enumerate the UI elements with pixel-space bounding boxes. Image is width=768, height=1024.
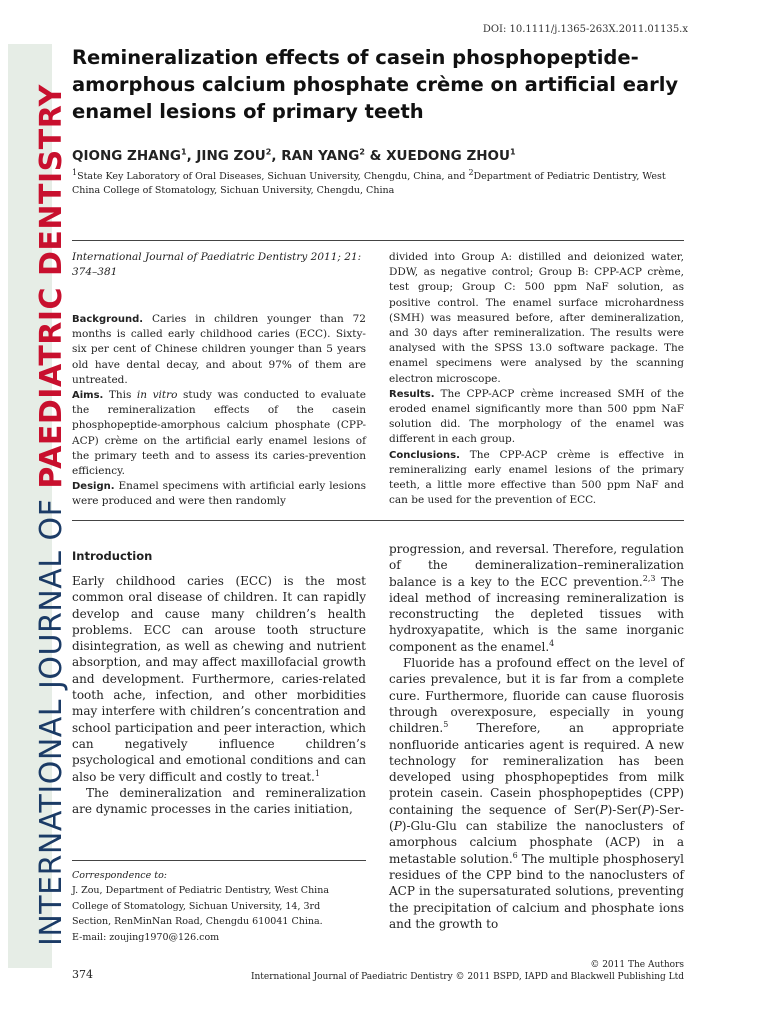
author-sep: , <box>186 148 197 164</box>
introduction-heading: Introduction <box>72 549 153 563</box>
correspondence-line: College of Stomatology, Sichuan University, 14, 3rd <box>72 900 321 912</box>
intro-r2a: Fluoride has a profound effect on the level of caries prevalence, but it is far from a complete cure. Furthermore, fluoride can cause fluorosis through overexposure, especially in young children. <box>389 656 684 736</box>
intro-paragraph-2-cont <box>389 541 684 655</box>
author-2: JING ZOU <box>196 148 266 164</box>
copyright-line-2: International Journal of Paediatric Dentistry © 2011 BSPD, IAPD and Blackwell Publishing Ltd <box>250 972 684 982</box>
copyright-line-1: © 2011 The Authors <box>590 960 684 970</box>
citation: 2,3 <box>642 573 656 583</box>
aims-label: Aims. <box>72 390 104 402</box>
conclusions-text: The CPP-ACP crème is effective in remineralizing early enamel lesions of the primary teeth, a little more effective than 500 ppm NaF and can be used for the prevention of ECC. <box>389 448 684 507</box>
intro-paragraph-3 <box>389 655 684 932</box>
author-4: XUEDONG ZHOU <box>386 148 510 164</box>
design-text: Enamel specimens with artificial early lesions were produced and were then randomly <box>72 480 366 508</box>
intro-p1-text: Early childhood caries (ECC) is the most common oral disease of children. It can rapidly develop and cause many children’s health problems. ECC can arouse tooth structure disintegration, as well as chewing and nutrient absorption, and may affect maxillofacial growth and development. Furthermore, caries-related tooth ache, infection, and other morbidities may interfere with children’s concentration and school participation and peer interaction, which can negatively influence children’s psychological and emotional conditions and can also be very difficult and costly to treat. <box>72 574 366 784</box>
author-1: QIONG ZHANG <box>72 148 181 164</box>
intro-right-column <box>389 541 684 932</box>
design-label: Design. <box>72 481 115 493</box>
intro-r2e: )-Glu-Glu can stabilize the nanoclusters of amorphous calcium phosphate (ACP) in a metastable solution. <box>389 819 684 866</box>
abstract-design <box>72 479 366 509</box>
affil-mark-1: 1 <box>72 167 78 177</box>
page-number: 374 <box>72 968 93 981</box>
author-4-affil: 1 <box>510 147 516 157</box>
affil-text-1: State Key Laboratory of Oral Diseases, Sichuan University, Chengdu, China, and <box>77 171 469 182</box>
article-title: Remineralization effects of casein phosphopeptide-amorphous calcium phosphate crème on artificial early enamel lesions of primary teeth <box>72 46 679 123</box>
background-text: Caries in children younger than 72 months is called early childhood caries (ECC). Sixty-six per cent of Chinese children younger than 5 years old have dental decay, and about 97% of them are untreated. <box>72 313 366 386</box>
author-sep: , <box>271 148 282 164</box>
journal-name-part2: PAEDIATRIC DENTISTRY <box>34 84 69 489</box>
phospho-p: P <box>393 819 402 834</box>
correspondence-line: Section, RenMinNan Road, Chengdu 610041 China. <box>72 916 323 927</box>
citation: 5 <box>443 720 449 730</box>
aims-text: This <box>103 389 137 402</box>
authors <box>72 148 516 164</box>
intro-paragraph-2: The demineralization and remineralization are dynamic processes in the caries initiation, <box>72 785 366 817</box>
design-continued: divided into Group A: distilled and deionized water, DDW, as negative control; Group B: CPP-ACP crème, test group; Group C: 500 ppm NaF solution, as positive control. The enamel surface microhardness (SMH) was measured before, after demineralization, and 30 days after remineralization. The results were analysed with the SPSS 13.0 software package. The enamel specimens were analysed by the scanning electron microscope. <box>389 251 684 385</box>
correspondence-line: J. Zou, Department of Pediatric Dentistry, West China <box>72 885 330 896</box>
citation: 4 <box>549 638 555 648</box>
phospho-p: P <box>642 802 651 817</box>
intro-r2f: The multiple phosphoseryl residues of the CPP bind to the nanoclusters of ACP in the supersaturated solutions, preventing the precipitation of calcium and phosphate ions and the growth to <box>389 851 685 931</box>
intro-r2d: )-Ser-( <box>389 802 684 834</box>
journal-name-part1: INTERNATIONAL JOURNAL OF <box>34 488 69 946</box>
abstract-conclusions <box>389 448 684 509</box>
abstract-top-rule <box>72 240 684 241</box>
intro-left-column <box>72 573 366 817</box>
journal-reference: International Journal of Paediatric Dentistry 2011; 21: 374–381 <box>72 251 362 278</box>
abstract-results <box>389 387 684 448</box>
aims-text-cont: study was conducted to evaluate the remineralization effects of the casein phosphopeptide-amorphous calcium phosphate (CPP-ACP) crème on the artificial early enamel lesions of the primary teeth and to assess its caries-prevention efficiency. <box>72 389 366 478</box>
abstract-right-column <box>389 250 684 508</box>
doi: DOI: 10.1111/j.1365-263X.2011.01135.x <box>482 24 688 35</box>
abstract-background <box>72 312 366 388</box>
correspondence-rule <box>72 860 366 861</box>
phospho-p: P <box>599 802 608 817</box>
intro-r1a: progression, and reversal. Therefore, regulation of the demineralization–remineralization balance is a key to the ECC prevention. <box>389 542 684 589</box>
correspondence-email: E-mail: zoujing1970@126.com <box>72 931 220 943</box>
intro-r2b: Therefore, an appropriate nonfluoride anticaries agent is required. A new technology for remineralization has been developed using phosphopeptides from milk protein casein. Casein phosphopeptides (CPP) containing the sequence of Ser( <box>389 721 684 817</box>
citation: 1 <box>314 768 320 778</box>
abstract-left-column <box>72 312 366 510</box>
journal-sidebar-title <box>8 44 69 968</box>
affiliations <box>72 167 692 198</box>
author-3-affil: 2 <box>359 147 365 157</box>
intro-r2c: )-Ser( <box>607 802 643 817</box>
intro-r1b: The ideal method of increasing remineralization is reconstructing the depleted tissues with hydroxyapatite, which is the same inorganic component as the enamel. <box>389 574 684 654</box>
results-text: The CPP-ACP crème increased SMH of the eroded enamel significantly more than 500 ppm NaF solution did. The morphology of the enamel was different in each group. <box>389 387 684 446</box>
correspondence-label: Correspondence to: <box>72 870 168 881</box>
conclusions-label: Conclusions. <box>389 449 460 461</box>
author-1-affil: 1 <box>180 147 187 157</box>
correspondence-block <box>72 883 366 945</box>
author-3: RAN YANG <box>281 148 360 164</box>
results-label: Results. <box>389 388 435 400</box>
abstract-aims <box>72 388 366 479</box>
background-label: Background. <box>72 314 144 325</box>
affil-text-2: Department of Pediatric Dentistry, West China College of Stomatology, Sichuan University, Chengdu, China <box>72 171 666 196</box>
aims-italic: in vitro <box>136 389 178 402</box>
author-sep: & <box>364 148 387 164</box>
abstract-bottom-rule <box>72 520 684 521</box>
intro-paragraph-1 <box>72 573 366 785</box>
affil-mark-2: 2 <box>468 167 474 177</box>
citation: 6 <box>512 850 518 860</box>
author-2-affil: 2 <box>265 147 272 157</box>
